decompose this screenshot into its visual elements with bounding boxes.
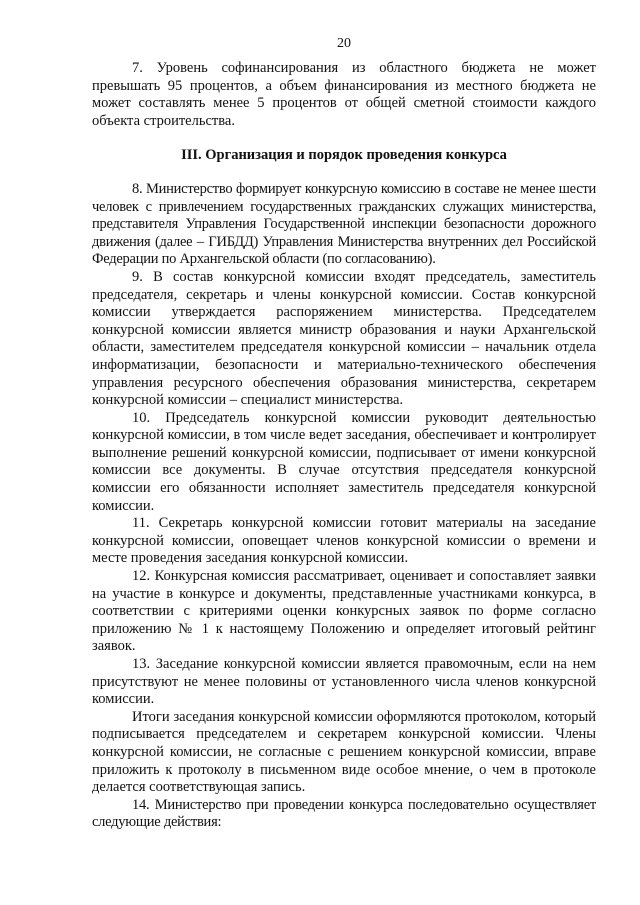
paragraph-10: 10. Председатель конкурсной комиссии руководит деятельностью конкурсной комиссии, в том числе ведет заседания, обеспечивает и контролирует выполнение решений конкурсной комиссии, подписывает от имени конкурсной комиссии все документы. В случае отсутствия председателя конкурсной комиссии его обязанности исполняет заместитель председателя конкурсной комиссии.: [92, 409, 596, 514]
paragraph-13-results: Итоги заседания конкурсной комиссии оформляются протоколом, который подписывается председателем и секретарем конкурсной комиссии. Члены конкурсной комиссии, не согласные с решением конкурсной комиссии, вправе приложить к протоколу в письменном виде особое мнение, о чем в протоколе делается соответствующая запись.: [92, 708, 596, 796]
paragraph-9: 9. В состав конкурсной комиссии входят председатель, заместитель председателя, секретарь и члены конкурсной комиссии. Состав конкурсной комиссии утверждается распоряжением министерства. Председателем конкурсной комиссии является министр образования и науки Архангельской области, заместителем председателя конкурсной комиссии – начальник отдела информатизации, безопасности и материально-технического обеспечения управления ресурсного обеспечения образования министерства, секретарем конкурсной комиссии – специалист министерства.: [92, 268, 596, 409]
paragraph-14: 14. Министерство при проведении конкурса последовательно осуществляет следующие действия:: [92, 796, 596, 831]
paragraph-11: 11. Секретарь конкурсной комиссии готовит материалы на заседание конкурсной комиссии, оповещает членов конкурсной комиссии о времени и месте проведения заседания конкурсной комиссии.: [92, 515, 596, 567]
page-number: 20: [337, 36, 351, 51]
paragraph-13: 13. Заседание конкурсной комиссии является правомочным, если на нем присутствуют не менее половины от установленного числа членов конкурсной комиссии.: [92, 656, 596, 708]
paragraph-8: 8. Министерство формирует конкурсную комиссию в составе не менее шести человек с привлечением государственных гражданских служащих министерства, представителя Управления Государственной инспекции безопасности дорожного движения (далее – ГИБДД) Управления Министерства внутренних дел Российской Федерации по Архангельской области (по согласованию).: [92, 180, 596, 268]
paragraph-7: 7. Уровень софинансирования из областного бюджета не может превышать 95 процентов, а объем финансирования из местного бюджета не может составлять менее 5 процентов от общей сметной стоимости каждого объекта строительства.: [92, 60, 596, 129]
section-title: III. Организация и порядок проведения конкурса: [181, 147, 507, 164]
paragraph-12: 12. Конкурсная комиссия рассматривает, оценивает и сопоставляет заявки на участие в конкурсе и документы, представленные участниками конкурса, в соответствии с критериями оценки конкурсных заявок по форме согласно приложению № 1 к настоящему Положению и определяет итоговый рейтинг заявок.: [92, 568, 596, 655]
document-page: [92, 36, 596, 832]
